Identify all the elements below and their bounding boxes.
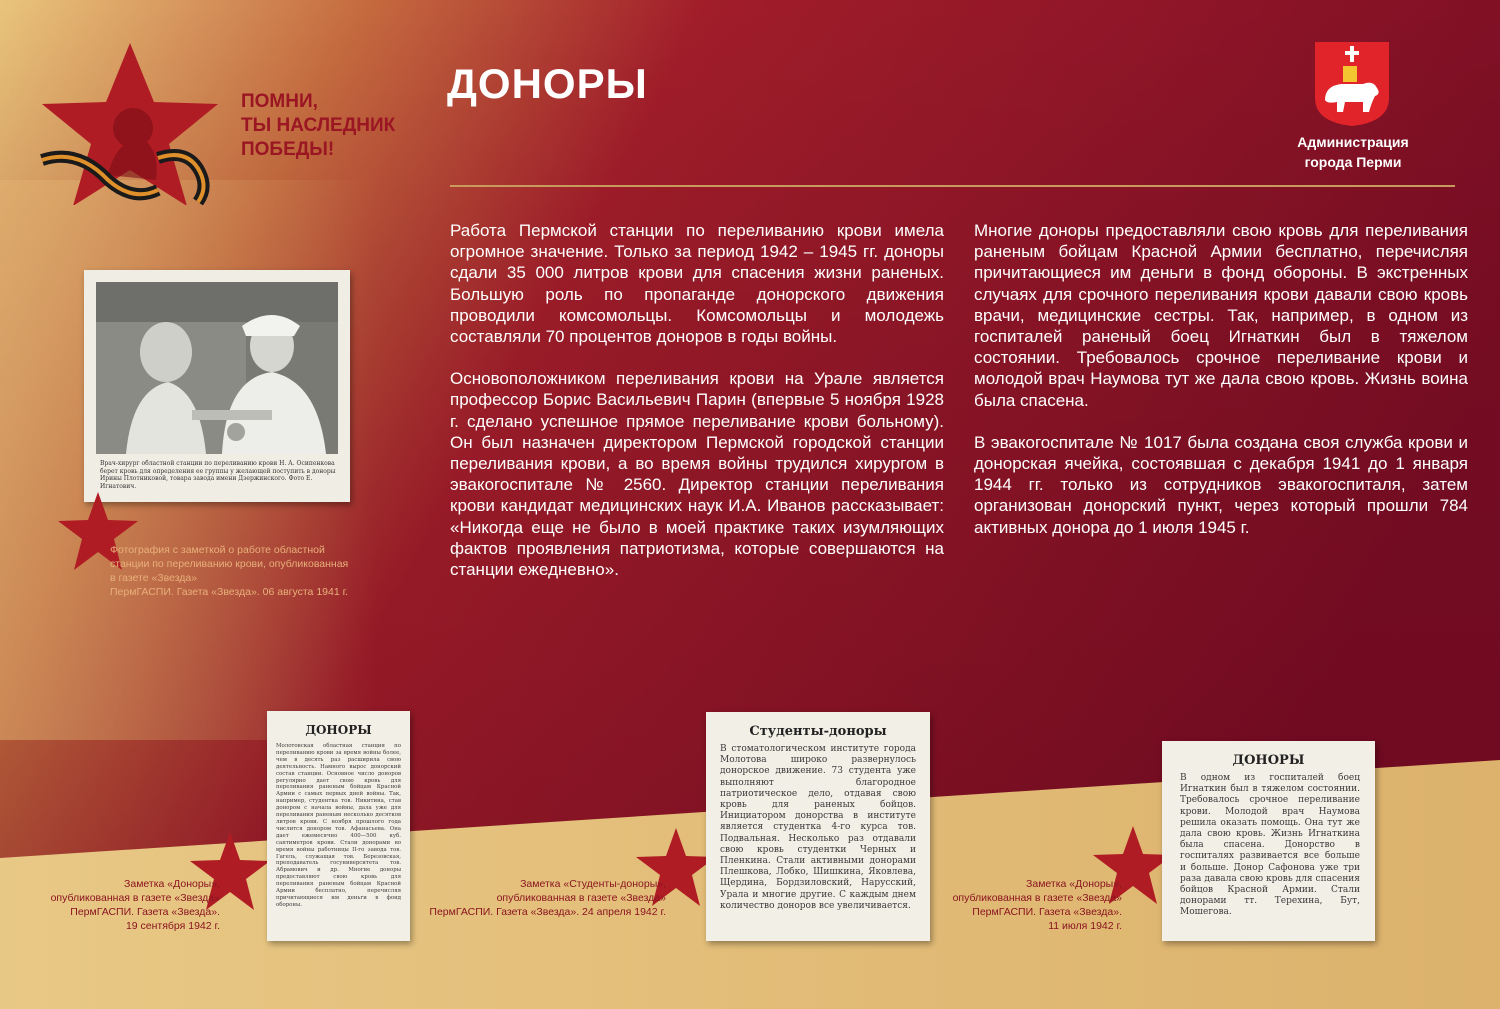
clipping-caption-line-3: ПермГАСПИ. Газета «Звезда». 24 апреля 1942 г. [429,906,666,918]
photo-caption-line-3: в газете «Звезда» [110,572,198,584]
admin-line-1: Администрация [1297,134,1409,150]
clipping-caption-line-2: опубликованная в газете «Звезда» [952,892,1122,904]
clipping-text: Молотовская областная станция по переливанию крови за время войны более, чем в десять раз расширила свою деятельность. Намного вырос донорский состав станции. Основное число доноров регулярно дает свою кровь для переливания раненым бойцам Красной Армии с самых первых дней войны. Так, например, студентка тов. Никитина, став донором с начала войны, дала уже для переливания раненым несколько десятков литров крови. С ноября прошлого года числится донором тов. Афанасьева. Она дает ежемесячно 400—500 куб. сантиметров крови. Стали донорами во время войны работницы II-го завода тов. Гагель, служащая тов. Березовская, преподаватель госуниверситета тов. Абрамович и др. Многие доноры предоставляют свою кровь для переливания раненым бойцам Красной Армии бесплатно, перечисляя причитающиеся им деньги в фонд обороны. [276,743,401,908]
title-divider [450,185,1455,187]
clipping-caption-line-1: Заметка «Доноры», [1026,878,1122,890]
clipping-caption-line-2: опубликованная в газете «Звезда» [496,892,666,904]
paragraph: В эвакогоспитале № 1017 была создана своя служба крови и донорская ячейка, состоявшая с декабря 1941 до 1 января 1944 гг. только из сотрудников эвакогоспиталя, затем организован донорский пункт, через который прошли 784 активных донора до 1 июля 1945 г. [974,432,1468,537]
admin-label [1280,132,1426,172]
newspaper-clipping [706,712,930,941]
clipping-caption-line-4: 11 июля 1942 г. [1048,920,1122,932]
archive-photo [96,282,338,454]
slogan-line-1: ПОМНИ, [241,91,318,112]
paragraph: Работа Пермской станции по переливанию крови имела огромное значение. Только за период 1942 – 1945 гг. доноры сдали 35 000 литров крови для спасения жизни раненых. Большую роль по пропаганде донорского движения проводили комсомольцы. Комсомольцы и молодежь составляли 70 процентов доноров в годы войны. [450,221,944,347]
page-title: ДОНОРЫ [447,60,648,107]
text-column-right [974,220,1468,538]
clipping-caption [400,877,666,919]
perm-coat-of-arms-icon [1311,38,1393,128]
admin-line-2: города Перми [1304,154,1402,170]
clipping-title: Студенты-доноры [749,724,887,739]
photo-caption-line-2: станции по переливанию крови, опубликованная [110,558,349,570]
photo-clipping [84,270,350,502]
paragraph: Многие доноры предоставляли свою кровь для переливания раненым бойцам Красной Армии бесплатно, перечисляя причитающиеся им деньги в фонд обороны. В экстренных случаях для срочного переливания крови давали свою кровь врачи, медицинские сестры. Так, например, в одном из госпиталей раненый боец Игнаткин был в тяжелом состоянии. Требовалось срочное переливание крови и молодой врач Наумова тут же дала свою кровь. Жизнь воина была спасена. [974,221,1468,410]
clipping-text: В одном из госпиталей боец Игнаткин был в тяжелом состоянии. Требовалось срочное переливание крови. Молодой врач Наумова решила оказать помощь. Она тут же дала свою кровь. Жизнь Игнаткина была спасена. Донорство в госпиталях развивается все больше и больше. Донор Сафонова уже три раза давала свою кровь для спасения бойцов Красной Армии. Стали донорами тт. Терехина, Бут, Мошегова. [1180,773,1360,918]
photo-caption-line-1: Фотография с заметкой о работе областной [110,544,325,556]
clipping-caption-line-1: Заметка «Студенты-доноры», [520,878,666,890]
clipping-caption-line-1: Заметка «Доноры», [124,878,220,890]
newspaper-clipping [1162,741,1375,941]
clipping-title: ДОНОРЫ [1232,753,1305,768]
photo-clipping-caption: Врач-хирург областной станции по переливанию крови Н. А. Осипенкова берет кровь для определения ее группы у желающей поступить в доноры Ирины Плотниковой, товара завода имени Дзержинского. Фото Е. Игнатович. [100,460,336,490]
slogan-line-3: ПОБЕДЫ! [241,139,335,160]
newspaper-clipping [267,711,410,941]
paragraph: Основоположником переливания крови на Урале является профессор Борис Васильевич Парин (впервые 5 ноября 1928 г. сделано успешное прямое переливание крови больному). Он был назначен директором Пермской городской станции переливания крови, а во время войны трудился хирургом в эвакогоспитале № 2560. Директор станции переливания крови кандидат медицинских наук И.А. Иванов рассказывает: «Никогда еще не было в моей практике таких изумляющих фактов проявления патриотизма, которые совершаются на станции ежедневно». [450,369,944,580]
photo-caption-line-4: ПермГАСПИ. Газета «Звезда». 06 августа 1941 г. [110,586,349,598]
clipping-caption-line-3: ПермГАСПИ. Газета «Звезда». [972,906,1122,918]
victory-emblem [38,40,238,205]
clipping-text: В стоматологическом институте города Молотова широко развернулось донорское движение. 73 студента уже выполняют благородное патриотическое дело, отдавая свою кровь для раненых бойцов. Инициатором донорства в институте является студентка 4-го курса тов. Подвальная. Несколько раз отдавали свою кровь студентки Черных и Пленкина. Стали активными донорами Плешкова, Лобко, Шишкина, Яковлева, Щердина, Бордзиловский, Нарусский, Урала и многие другие. С каждым днем количество доноров все увеличивается. [720,744,916,911]
photo-caption [110,543,400,599]
slogan-line-2: ТЫ НАСЛЕДНИК [241,115,396,136]
clipping-caption-line-2: опубликованная в газете «Звезда» [50,892,220,904]
text-column-left [450,220,944,580]
clipping-title: ДОНОРЫ [305,723,372,737]
clipping-caption-line-3: ПермГАСПИ. Газета «Звезда». [70,906,220,918]
clipping-caption [20,877,220,933]
slogan [241,90,395,162]
clipping-caption [900,877,1122,933]
clipping-caption-line-4: 19 сентября 1942 г. [125,920,220,932]
